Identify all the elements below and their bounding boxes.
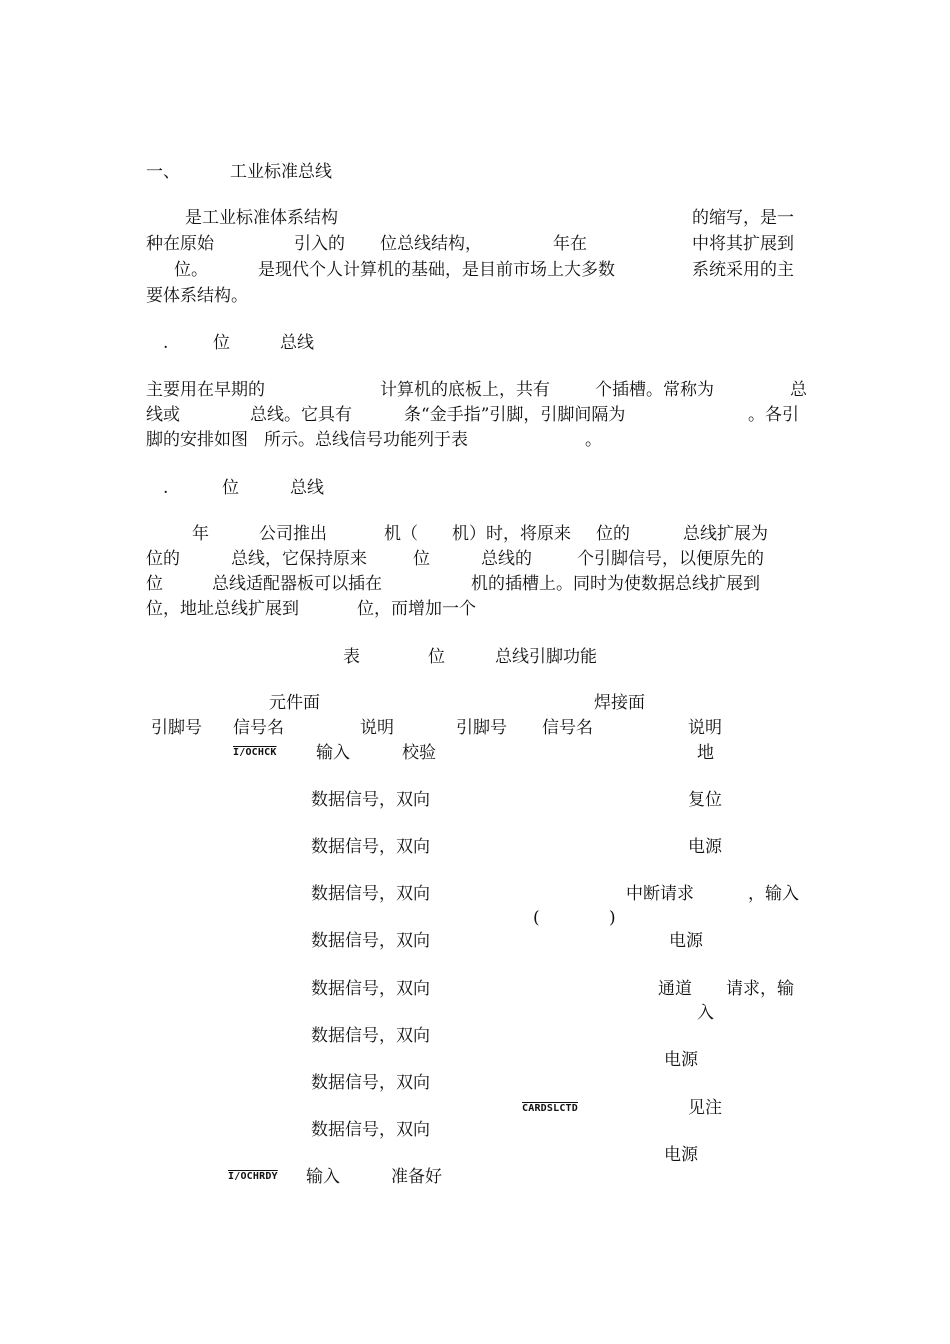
sec1-text: 。各引 [748, 405, 799, 425]
right-desc: 见注 [688, 1098, 722, 1118]
signal-cardslctd: CARDSLCTD [522, 1103, 578, 1114]
intro-text: 位总线结构， [380, 234, 482, 254]
sec1-text: 个插槽。常称为 [595, 380, 714, 400]
intro-text: 要体系结构。 [146, 286, 248, 306]
left-desc: 校验 [402, 743, 436, 763]
col-header-signal: 信号名 [542, 718, 593, 738]
sec2-text: 机）时，将原来 [452, 524, 571, 544]
left-desc: 数据信号，双向 [311, 931, 430, 951]
heading-title: 工业标准总线 [230, 162, 332, 182]
right-desc: 地 [697, 743, 714, 763]
intro-text: 种在原始 [146, 234, 214, 254]
right-desc: ( [533, 908, 540, 928]
section-title: 总线 [280, 333, 314, 353]
intro-text: 中将其扩展到 [692, 234, 794, 254]
left-desc: 数据信号，双向 [311, 979, 430, 999]
signal-iochrdy: I/OCHRDY [228, 1171, 278, 1182]
sec1-text: 。 [585, 430, 602, 450]
left-desc: 准备好 [391, 1167, 442, 1187]
intro-text: 是现代个人计算机的基础，是目前市场上大多数 [258, 260, 615, 280]
right-desc: 请求，输 [726, 979, 794, 999]
sec2-text: 位，而增加一个 [357, 599, 476, 619]
sec1-text: 总 [790, 380, 807, 400]
right-desc: 通道 [658, 979, 692, 999]
sec2-text: 公司推出 [259, 524, 327, 544]
right-desc: 中断请求 [626, 884, 694, 904]
col-header-desc: 说明 [688, 718, 722, 738]
sec2-text: 总线适配器板可以插在 [212, 574, 382, 594]
sec2-text: 位 [413, 549, 430, 569]
sec1-text: 脚的安排如图 [146, 430, 248, 450]
sec2-text: 机（ [384, 524, 418, 544]
section-title: 位 [222, 478, 239, 498]
heading-number: 一、 [146, 162, 180, 182]
table-caption: 位 [428, 647, 445, 667]
sec1-text: 所示。总线信号功能列于表 [264, 430, 468, 450]
section-title: 位 [213, 333, 230, 353]
left-desc: 数据信号，双向 [311, 790, 430, 810]
intro-text: 的缩写，是一 [692, 208, 794, 228]
intro-text: 年在 [553, 234, 587, 254]
table-caption: 表 [343, 647, 360, 667]
right-desc: 电源 [669, 931, 703, 951]
intro-text: 引入的 [294, 234, 345, 254]
col-header-signal: 信号名 [233, 718, 284, 738]
sec2-text: 总线的 [481, 549, 532, 569]
table-side-right: 焊接面 [594, 693, 645, 713]
sec1-text: 总线。它具有 [250, 405, 352, 425]
right-desc: 电源 [688, 837, 722, 857]
right-desc: 电源 [664, 1145, 698, 1165]
table-side-left: 元件面 [269, 693, 320, 713]
left-desc: 数据信号，双向 [311, 1026, 430, 1046]
intro-text: 是工业标准体系结构 [185, 208, 338, 228]
section-title: 总线 [290, 478, 324, 498]
section-number: . [163, 478, 169, 498]
sec2-text: 个引脚信号，以便原先的 [577, 549, 764, 569]
left-desc: 数据信号，双向 [311, 884, 430, 904]
left-desc: 数据信号，双向 [311, 1120, 430, 1140]
signal-iochck: I/OCHCK [233, 747, 277, 758]
table-caption: 总线引脚功能 [495, 647, 597, 667]
left-desc: 数据信号，双向 [311, 1073, 430, 1093]
left-desc: 输入 [316, 743, 350, 763]
sec1-text: 主要用在早期的 [146, 380, 265, 400]
sec2-text: 位 [146, 574, 163, 594]
sec2-text: 年 [192, 524, 209, 544]
section-number: . [163, 333, 169, 353]
sec2-text: 机的插槽上。同时为使数据总线扩展到 [471, 574, 760, 594]
left-desc: 输入 [306, 1167, 340, 1187]
intro-text: 系统采用的主 [692, 260, 794, 280]
col-header-pin: 引脚号 [151, 718, 202, 738]
col-header-pin: 引脚号 [456, 718, 507, 738]
right-desc: 入 [697, 1003, 714, 1023]
sec1-text: 条“金手指”引脚，引脚间隔为 [404, 405, 626, 425]
sec1-text: 线或 [146, 405, 180, 425]
right-desc: ，输入 [748, 884, 799, 904]
sec2-text: 总线，它保持原来 [231, 549, 367, 569]
sec2-text: 总线扩展为 [683, 524, 768, 544]
right-desc: ) [609, 908, 616, 928]
sec2-text: 位，地址总线扩展到 [146, 599, 299, 619]
col-header-desc: 说明 [360, 718, 394, 738]
sec1-text: 计算机的底板上，共有 [380, 380, 550, 400]
right-desc: 复位 [688, 790, 722, 810]
sec2-text: 位的 [596, 524, 630, 544]
sec2-text: 位的 [146, 549, 180, 569]
right-desc: 电源 [664, 1050, 698, 1070]
left-desc: 数据信号，双向 [311, 837, 430, 857]
intro-text: 位。 [174, 260, 208, 280]
